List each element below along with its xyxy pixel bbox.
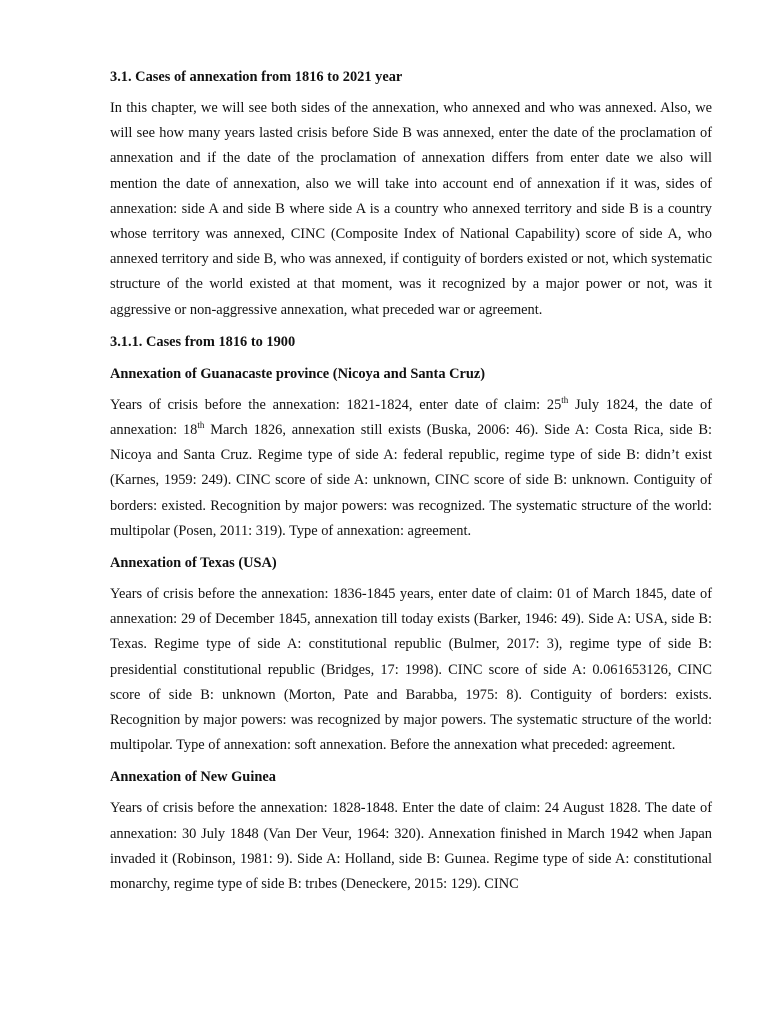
case-text-part: July 1824, the date of annexation: 18 (110, 396, 712, 439)
case-title-guanacaste: Annexation of Guanacaste province (Nicoya and Santa Cruz) (110, 365, 486, 382)
case-text-part: Years of crisis before the annexation: 1821-1824, enter date of claim: 25 (110, 396, 562, 413)
case-text-part: March 1826, annexation still exists (Buska, 2006: 46). Side A: Costa Rica, side B: Nicoya and Santa Cruz. Regime type of side A: federal republic, regime type of side B: didn’t exist (Karnes, 1959: 249). CINC score of side A: unknown, CINC score of side B: unknown. Contiguity of borders: existed. Recognition by major powers: was recognized. The systematic structure of the world: multipolar (Posen, 2011: 319). Type of annexation: agreement. (110, 422, 712, 539)
case-paragraph-guanacaste (110, 393, 712, 544)
intro-paragraph: In this chapter, we will see both sides of the annexation, who annexed and who was annexed. Also, we will see how many years lasted crisis before Side B was annexed, enter the date of the proclamation of annexation and if the date of the proclamation of annexation differs from enter date we also will mention the date of annexation, also we will take into account end of annexation if it was, sides of annexation: side A and side B where side A is a country who annexed territory and side B is a country whose territory was annexed, CINC (Composite Index of National Capability) score of side A, who annexed territory and side B, who was annexed, if contiguity of borders existed or not, which systematic structure of the world existed at that moment, was it recognized by a major power or not, was it aggressive or non-aggressive annexation, what preceded war or agreement. (110, 100, 712, 318)
subsection-title: 3.1.1. Cases from 1816 to 1900 (110, 333, 296, 350)
case-paragraph-texas: Years of crisis before the annexation: 1836-1845 years, enter date of claim: 01 of March 1845, date of annexation: 29 of December 1845, annexation till today exists (Barker, 1946: 49). Side A: USA, side B: Texas. Regime type of side A: constitutional republic (Bulmer, 2017: 3), regime type of side B: presidential constitutional republic (Bridges, 17: 1998). CINC score of side A: 0.061653126, CINC score of side B: unknown (Morton, Pate and Barabba, 1975: 8). Contiguity of borders: exists. Recognition by major powers: was recognized by major powers. The systematic structure of the world: multipolar. Type of annexation: soft annexation. Before the annexation what preceded: agreement. (110, 586, 712, 754)
ordinal-suffix: th (197, 420, 205, 431)
case-title-texas: Annexation of Texas (USA) (110, 555, 277, 572)
section-title: 3.1. Cases of annexation from 1816 to 2021 year (110, 69, 403, 85)
case-paragraph-new-guinea: Years of crisis before the annexation: 1828-1848. Enter the date of claim: 24 August 1828. The date of annexation: 30 July 1848 (Van Der Veur, 1964: 320). Annexation finished in March 1942 when Japan invaded it (Robinson, 1981: 9). Side A: Holland, side B: Guınea. Regime type of side A: constitutional monarchy, regime type of side B: trıbes (Deneckere, 2015: 129). CINC (110, 800, 712, 893)
case-title-new-guinea: Annexation of New Guinea (110, 769, 276, 786)
ordinal-suffix: th (561, 395, 569, 406)
